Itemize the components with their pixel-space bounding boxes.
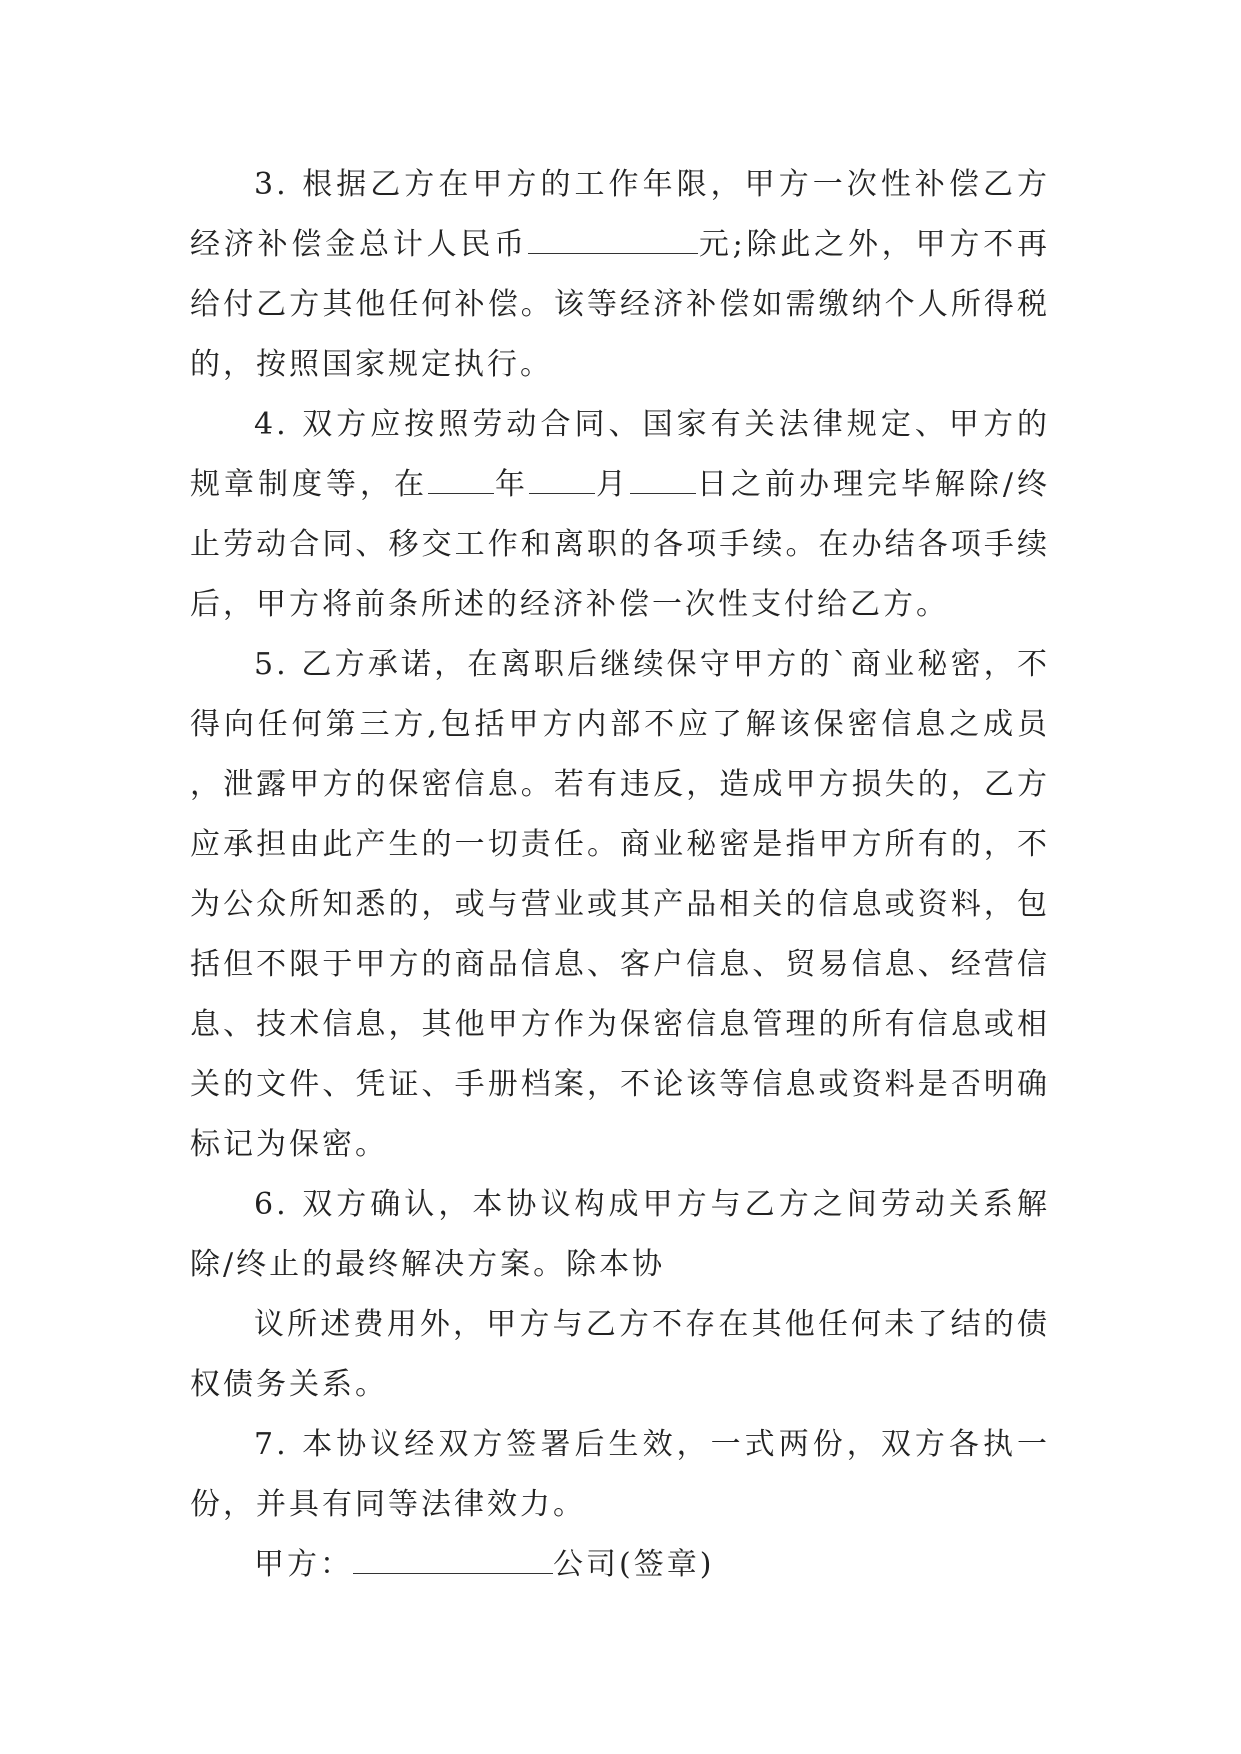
clause-4-text-before: 4. 双方应按照劳动合同、国家有关法律规定、甲方的规章制度等，在 bbox=[190, 407, 1050, 502]
month-label: 月 bbox=[594, 467, 630, 502]
day-blank bbox=[630, 463, 696, 494]
clause-7: 7. 本协议经双方签署后生效，一式两份，双方各执一份，并具有同等法律效力。 bbox=[190, 1427, 1050, 1522]
document-page bbox=[190, 155, 1050, 1595]
year-blank bbox=[428, 463, 494, 494]
amount-blank bbox=[528, 223, 698, 254]
party-a-label: 甲方： bbox=[254, 1547, 353, 1582]
clause-4 bbox=[190, 395, 1050, 635]
clause-3-text-before: 3. 根据乙方在甲方的工作年限，甲方一次性补偿乙方经济补偿金总计人民币 bbox=[190, 167, 1050, 262]
clause-4-text-after: 日之前办理完毕解除/终止劳动合同、移交工作和离职的各项手续。在办结各项手续后，甲方将前条所述的经济补偿一次性支付给乙方。 bbox=[190, 467, 1051, 622]
signature-line bbox=[190, 1535, 1050, 1595]
year-label: 年 bbox=[493, 467, 529, 502]
month-blank bbox=[529, 463, 595, 494]
clause-3 bbox=[190, 155, 1050, 395]
company-name-blank bbox=[353, 1543, 553, 1574]
clause-3-text-after: 元;除此之外，甲方不再给付乙方其他任何补偿。该等经济补偿如需缴纳个人所得税的，按照国家规定执行。 bbox=[190, 227, 1051, 382]
company-seal-label: 公司(签章) bbox=[553, 1547, 715, 1582]
clause-6: 6. 双方确认，本协议构成甲方与乙方之间劳动关系解除/终止的最终解决方案。除本协 bbox=[190, 1187, 1050, 1282]
clause-5: 5. 乙方承诺，在离职后继续保守甲方的`商业秘密，不得向任何第三方,包括甲方内部不应了解该保密信息之成员，泄露甲方的保密信息。若有违反，造成甲方损失的，乙方应承担由此产生的一切责任。商业秘密是指甲方所有的，不为公众所知悉的，或与营业或其产品相关的信息或资料，包括但不限于甲方的商品信息、客户信息、贸易信息、经营信息、技术信息，其他甲方作为保密信息管理的所有信息或相关的文件、凭证、手册档案，不论该等信息或资料是否明确标记为保密。 bbox=[190, 647, 1050, 1162]
clause-6-continued: 议所述费用外，甲方与乙方不存在其他任何未了结的债权债务关系。 bbox=[190, 1307, 1050, 1402]
